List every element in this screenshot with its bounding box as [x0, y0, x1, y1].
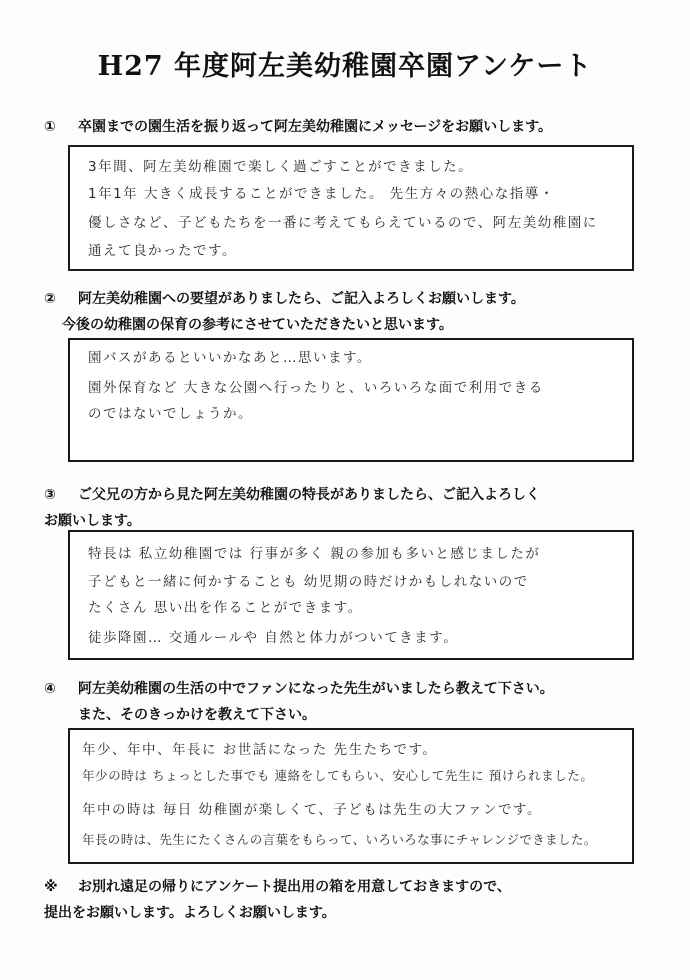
answer-2-line-1: 園バスがあるといいかなあと…思います。	[88, 350, 372, 366]
question-2	[44, 286, 525, 338]
question-2-number: ②	[44, 291, 56, 307]
answer-3-line-3: たくさん 思い出を作ることができます。	[88, 600, 363, 616]
answer-box-1	[68, 145, 634, 271]
question-1-number: ①	[44, 119, 56, 135]
answer-2-line-2: 園外保育など 大きな公園へ行ったりと、いろいろな面で利用できる	[88, 380, 544, 396]
question-4-text-2: また、そのきっかけを教えて下さい。	[78, 707, 316, 723]
answer-1-line-2: 1年1年 大きく成長することができました。 先生方々の熱心な指導・	[88, 186, 555, 202]
answer-1-line-4: 通えて良かったです。	[88, 243, 237, 259]
question-3-text-1: ご父兄の方から見た阿左美幼稚園の特長がありましたら、ご記入よろしく	[78, 487, 540, 503]
note-text-2: 提出をお願いします。よろしくお願いします。	[44, 905, 336, 921]
question-3-text-2: お願いします。	[44, 513, 141, 529]
answer-4-line-4: 年長の時は、先生にたくさんの言葉をもらって、いろいろな事にチャレンジできました。	[82, 832, 597, 847]
question-4-number: ④	[44, 681, 56, 697]
question-1-text: 卒園までの園生活を振り返って阿左美幼稚園にメッセージをお願いします。	[78, 119, 553, 135]
question-2-text-1: 阿左美幼稚園への要望がありましたら、ご記入よろしくお願いします。	[78, 291, 525, 307]
question-2-text-2: 今後の幼稚園の保育の参考にさせていただきたいと思います。	[62, 317, 453, 333]
question-3-number: ③	[44, 487, 56, 503]
answer-4-line-2: 年少の時は ちょっとした事でも 連絡をしてもらい、安心して先生に 預けられました。	[82, 768, 594, 783]
answer-3-line-4: 徒歩降園… 交通ルールや 自然と体力がついてきます。	[88, 630, 459, 646]
answer-4-line-1: 年少、年中、年長に お世話になった 先生たちです。	[82, 742, 438, 758]
answer-1-line-1: 3年間、阿左美幼稚園で楽しく過ごすことができました。	[88, 159, 474, 175]
answer-box-4	[68, 728, 634, 864]
answer-box-2	[68, 338, 634, 462]
question-4-text-1: 阿左美幼稚園の生活の中でファンになった先生がいましたら教えて下さい。	[78, 681, 554, 697]
question-4	[44, 676, 554, 728]
answer-box-3	[68, 530, 634, 660]
note-mark: ※	[44, 879, 58, 895]
note-text-1: お別れ遠足の帰りにアンケート提出用の箱を用意しておきますので、	[78, 879, 511, 895]
answer-4-line-3: 年中の時は 毎日 幼稚園が楽しくて、子どもは先生の大ファンです。	[82, 802, 542, 818]
question-1	[44, 114, 552, 140]
question-3	[44, 482, 540, 534]
answer-3-line-2: 子どもと一緒に何かすることも 幼児期の時だけかもしれないので	[88, 574, 529, 590]
page-title: H27 年度阿左美幼稚園卒園アンケート	[97, 51, 593, 82]
answer-2-line-3: のではないでしょうか。	[88, 406, 253, 422]
closing-note	[44, 874, 511, 926]
answer-3-line-1: 特長は 私立幼稚園では 行事が多く 親の参加も多いと感じましたが	[88, 546, 541, 562]
answer-1-line-3: 優しさなど、子どもたちを一番に考えてもらえているので、阿左美幼稚園に	[88, 215, 598, 231]
